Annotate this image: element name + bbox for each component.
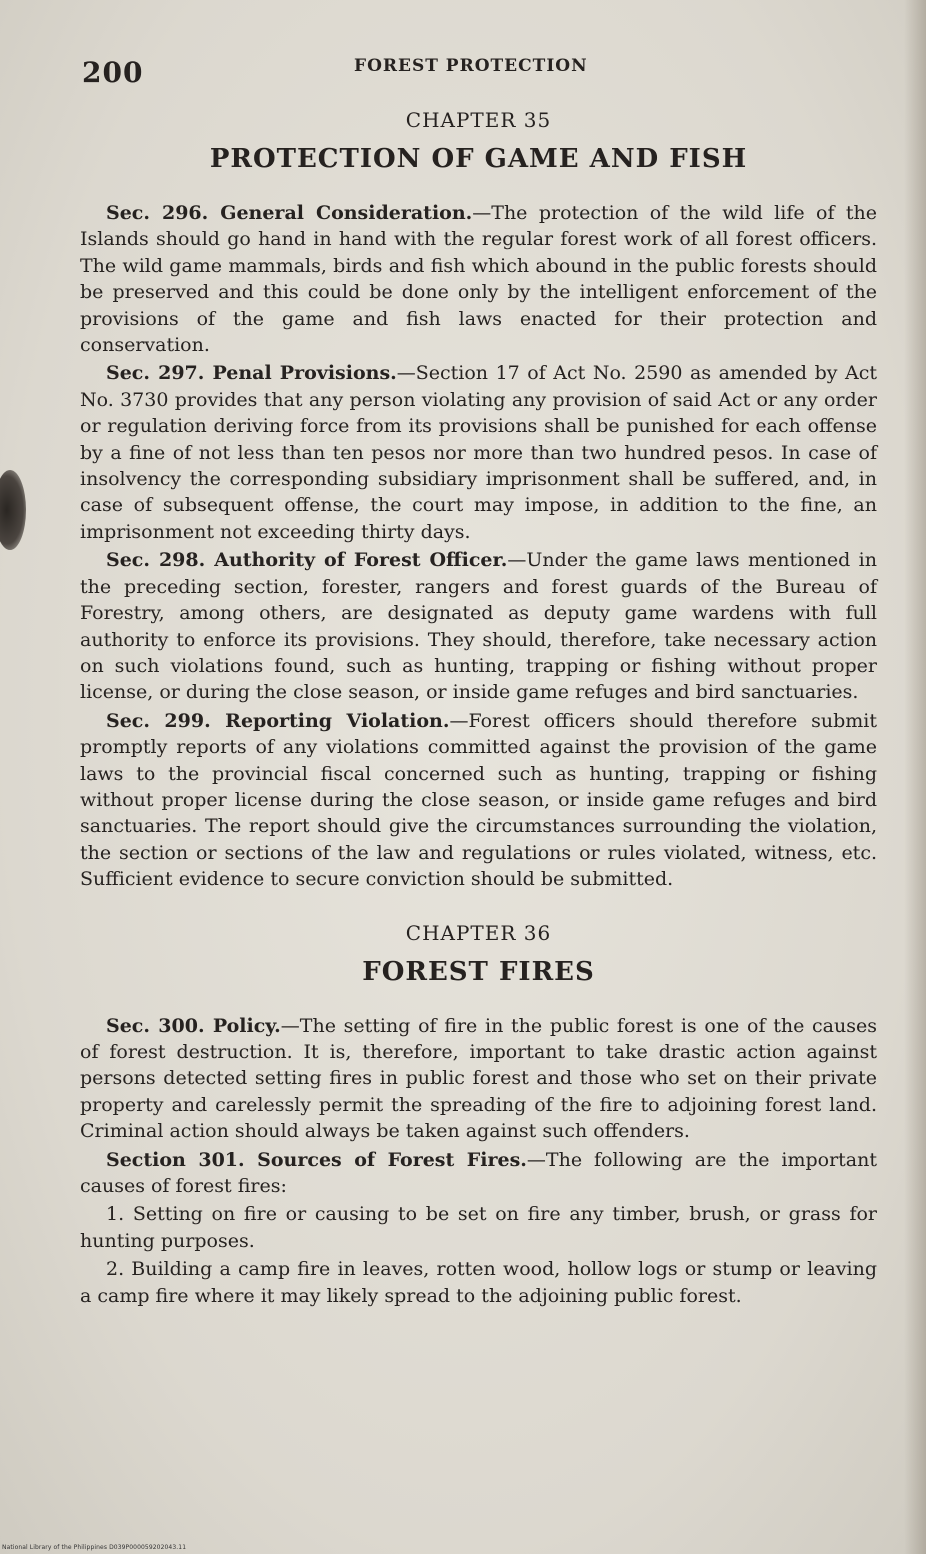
list-item: 1. Setting on fire or causing to be set on fire any timber, brush, or grass for hunting purposes. xyxy=(80,1203,877,1252)
section-299 xyxy=(80,708,877,893)
section-301 xyxy=(80,1147,877,1200)
section-297 xyxy=(80,360,877,545)
page-header xyxy=(82,52,878,92)
chapter-35-title: PROTECTION OF GAME AND FISH xyxy=(209,144,748,174)
section-300 xyxy=(80,1013,877,1145)
page-edge-shadow xyxy=(904,0,926,1554)
section-298 xyxy=(80,547,877,705)
section-body: —The following are the important causes of forest fires: xyxy=(80,1148,877,1197)
page-number: 200 xyxy=(82,56,144,89)
page-content xyxy=(80,108,877,1311)
section-296 xyxy=(80,200,877,358)
running-head: FOREST PROTECTION xyxy=(354,56,588,76)
list-item: 2. Building a camp fire in leaves, rotten wood, hollow logs or stump or leaving a camp fire where it may likely spread to the adjoining public forest. xyxy=(80,1258,877,1307)
section-body: —The setting of fire in the public forest is one of the causes of forest destruction. It is, therefore, important to take drastic action against persons detected setting fires in public forest and those who set on their private property and carelessly permit the spreading of the fire to adjoining forest land. Criminal action should always be taken against such offenders. xyxy=(80,1014,877,1143)
binding-hole xyxy=(0,470,26,550)
section-body: —Forest officers should therefore submit promptly reports of any violations committed against the provision of the game laws to the provincial fiscal concerned such as hunting, trapping or fishing without proper license during the close season, or inside game refuges and bird sanctuaries. The report should give the circumstances surrounding the violation, the section or sections of the law and regulations or rules violated, witness, etc. Sufficient evidence to secure conviction should be submitted. xyxy=(80,709,877,891)
section-heading: Sec. 299. Reporting Violation. xyxy=(106,709,450,732)
section-heading: Sec. 298. Authority of Forest Officer. xyxy=(106,549,508,572)
section-heading: Sec. 297. Penal Provisions. xyxy=(106,362,397,385)
section-body: —Under the game laws mentioned in the preceding section, forester, rangers and forest guards of the Bureau of Forestry, among others, are designated as deputy game wardens with full authority to enforce its provisions. They should, therefore, take necessary action on such violations found, such as hunting, trapping or fishing without proper license, or during the close season, or inside game refuges and bird sanctuaries. xyxy=(80,549,877,704)
section-body: —The protection of the wild life of the Islands should go hand in hand with the regular forest work of all forest officers. The wild game mammals, birds and fish which abound in the public forests should be preserved and this could be done only by the intelligent enforcement of the provisions of the game and fish laws enacted for their protection and conservation. xyxy=(80,202,877,357)
section-heading: Sec. 300. Policy. xyxy=(106,1014,281,1037)
library-stamp: National Library of the Philippines D039P000059202043.11 xyxy=(2,1544,187,1551)
chapter-36-title: FOREST FIRES xyxy=(362,956,595,987)
chapter-36-label: CHAPTER 36 xyxy=(405,920,552,945)
section-heading: Section 301. Sources of Forest Fires. xyxy=(106,1148,527,1171)
chapter-35-label: CHAPTER 35 xyxy=(405,108,552,132)
section-body: —Section 17 of Act No. 2590 as amended by Act No. 3730 provides that any person violating any provision of said Act or any order or regulation deriving force from its provisions shall be punished for each offense by a fine of not less than ten pesos nor more than two hundred pesos. In case of insolvency the corresponding subsidiary imprisonment shall be suffered, and, in case of subsequent offense, the court may impose, in addition to the fine, an imprisonment not exceeding thirty days. xyxy=(80,362,877,543)
section-heading: Sec. 296. General Consideration. xyxy=(106,202,473,224)
